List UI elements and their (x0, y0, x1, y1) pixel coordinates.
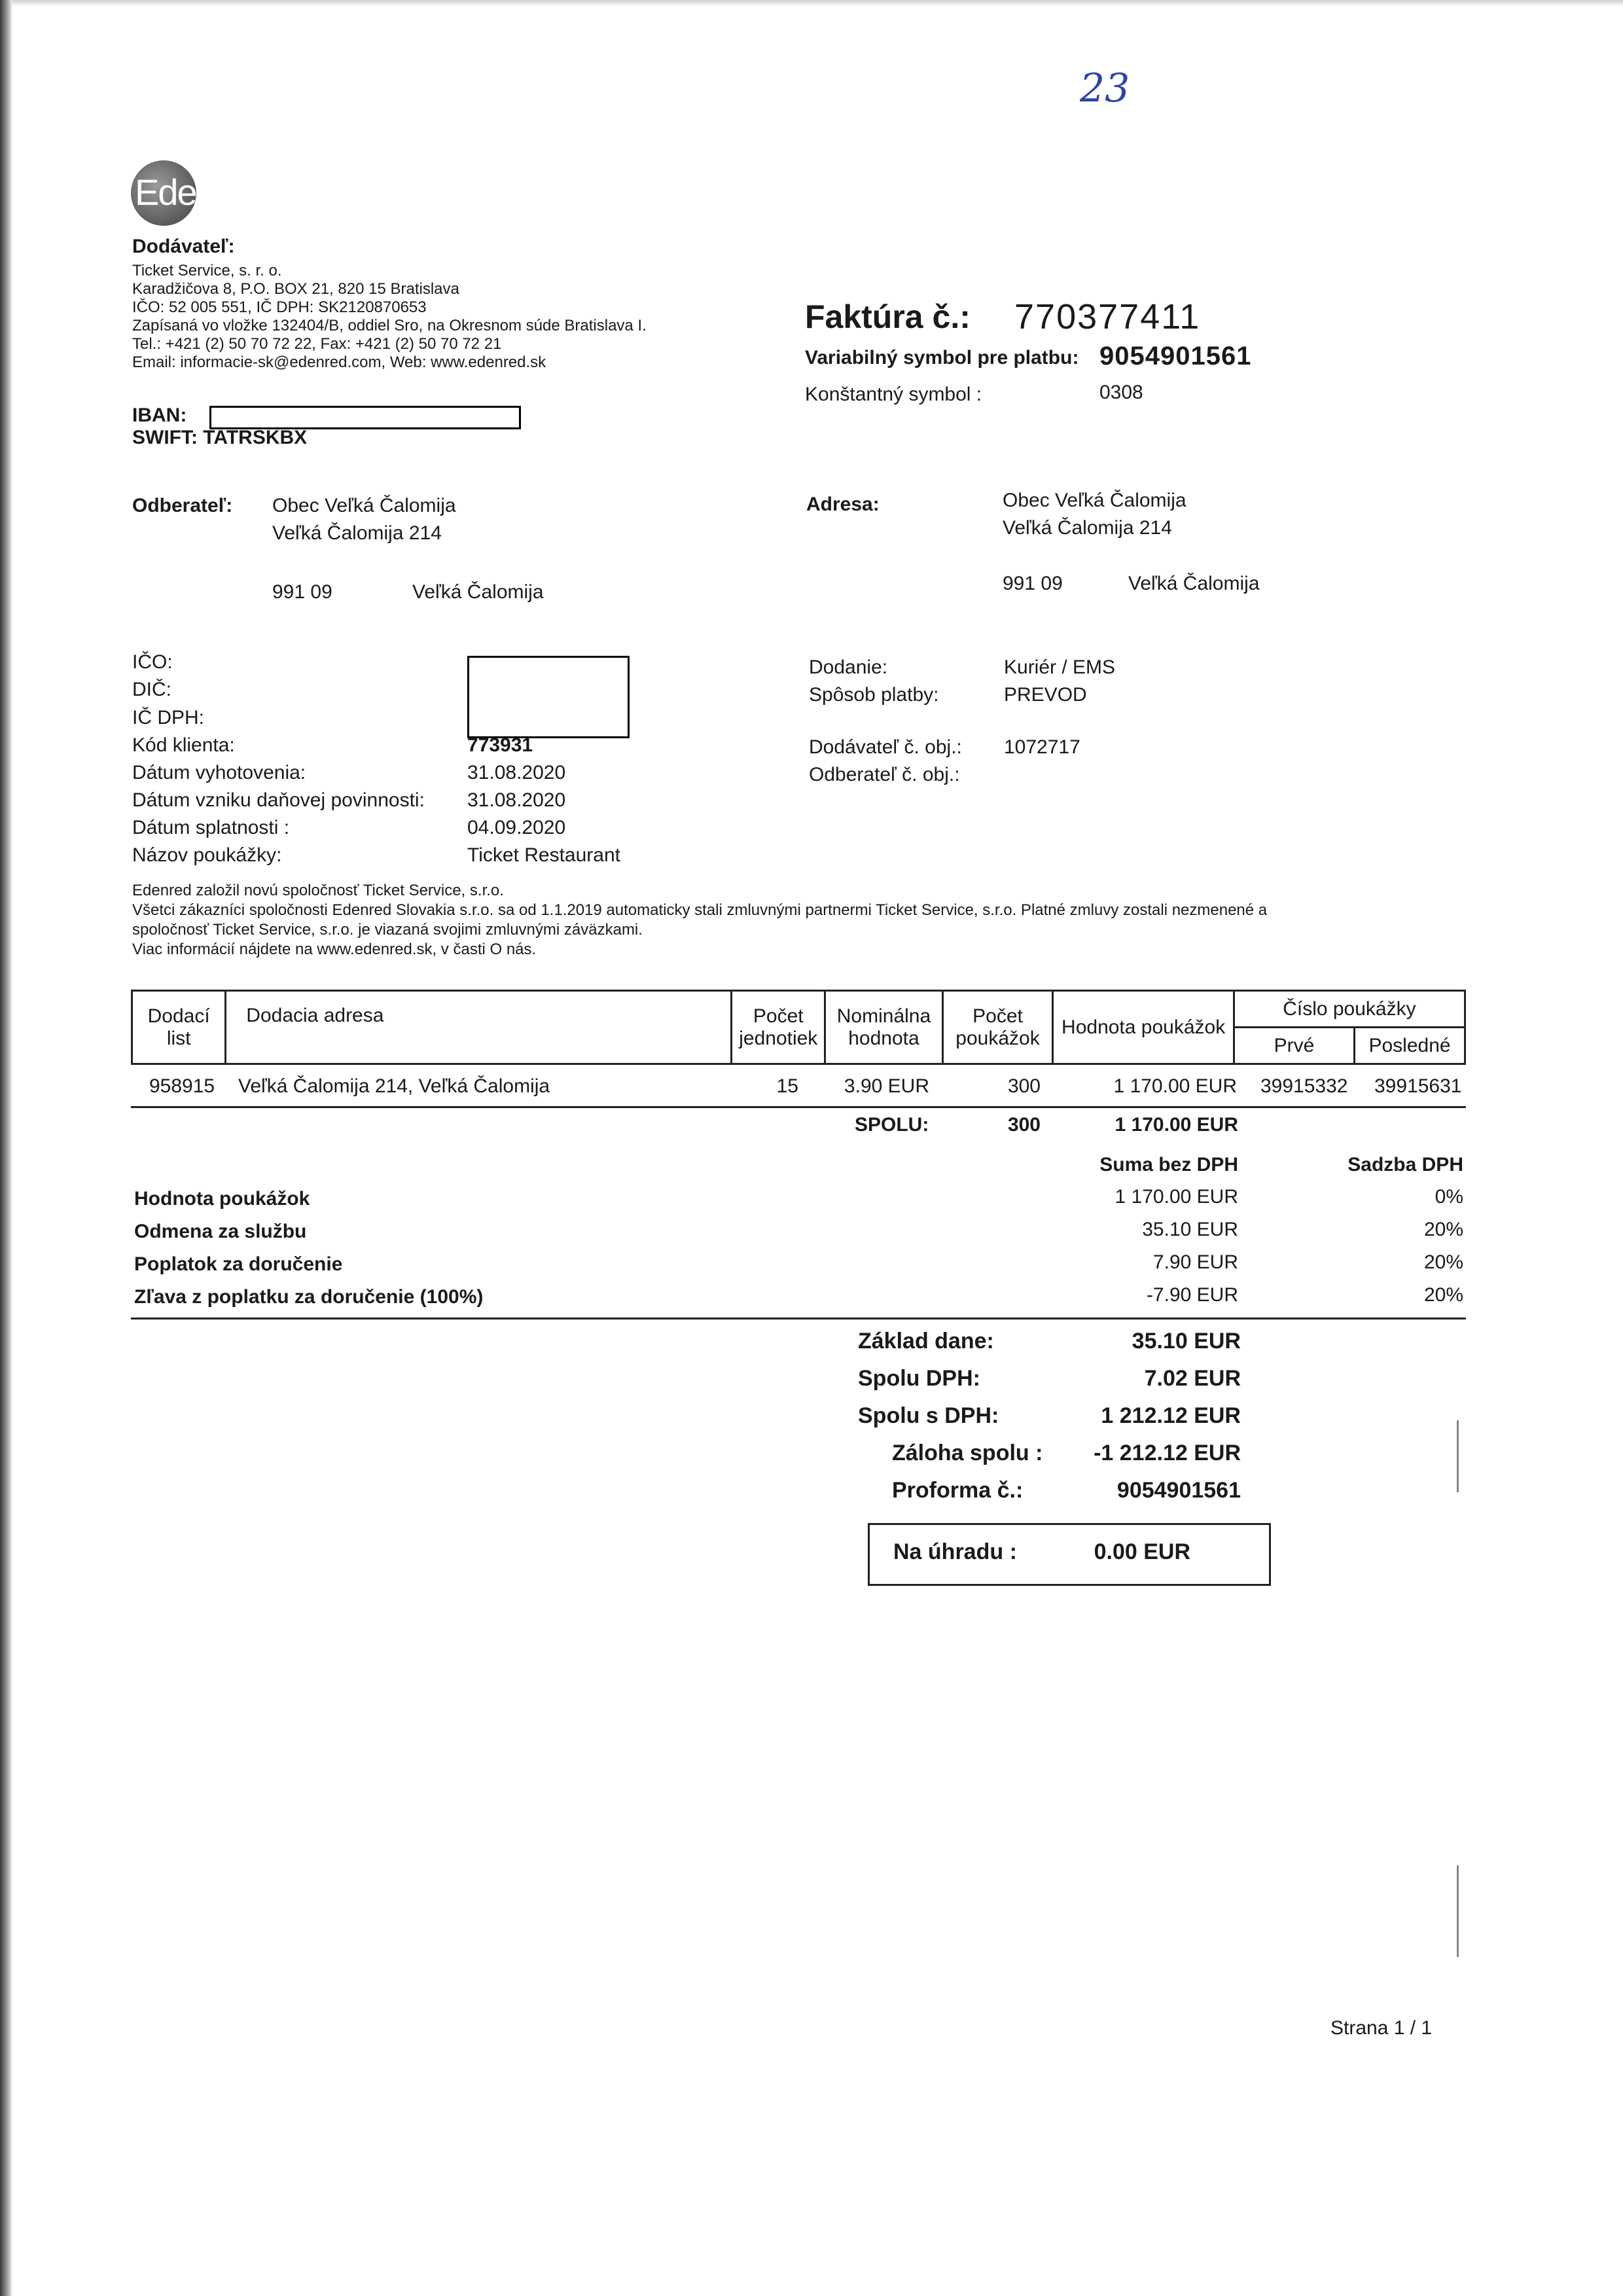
summary-rate: 20% (1423, 1284, 1463, 1306)
summary-amount: 1 170.00 EUR (1115, 1186, 1238, 1208)
header-first: Prvé (1234, 1028, 1354, 1064)
tax-base-label: Základ dane: (858, 1329, 994, 1354)
header-delivery-address: Dodacia adresa (226, 991, 732, 1064)
issue-date-label: Dátum vyhotovenia: (132, 762, 306, 783)
address-label: Adresa: (806, 493, 880, 515)
customer-order-label: Odberateľ č. obj.: (809, 764, 960, 785)
row-delivery-address: Veľká Čalomija 214, Veľká Čalomija (238, 1075, 550, 1097)
supplier-line: Ticket Service, s. r. o. (132, 262, 282, 279)
invoice-number: 770377411 (1014, 297, 1201, 336)
summary-amount: -7.90 EUR (1146, 1284, 1238, 1306)
notice-line: Viac informácií nájdete na www.edenred.sk, v časti O nás. (132, 941, 537, 958)
icdph-label: IČ DPH: (132, 707, 205, 728)
vat-total-value: 7.02 EUR (1144, 1366, 1241, 1391)
row-value: 1 170.00 EUR (1113, 1075, 1237, 1097)
amount-due-label: Na úhradu : (893, 1539, 1017, 1564)
scan-shadow-top (0, 0, 1623, 7)
items-table (131, 990, 1466, 1065)
iban-redaction (209, 406, 521, 429)
voucher-name: Ticket Restaurant (467, 844, 620, 866)
edenred-logo (131, 160, 264, 226)
row-vouchers: 300 (1007, 1075, 1041, 1097)
due-date-label: Dátum splatnosti : (132, 817, 290, 838)
summary-label: Zľava z poplatku za doručenie (100%) (134, 1286, 484, 1308)
row-last: 39915631 (1374, 1075, 1462, 1097)
tax-base-value: 35.10 EUR (1132, 1329, 1241, 1354)
summary-rate: 20% (1423, 1219, 1463, 1240)
supplier-order: 1072717 (1004, 736, 1080, 758)
header-value: Hodnota poukážok (1053, 991, 1234, 1064)
header-last: Posledné (1355, 1028, 1465, 1064)
supplier-order-label: Dodávateľ č. obj.: (809, 736, 962, 758)
supplier-line: Zapísaná vo vložke 132404/B, oddiel Sro, na Okresnom súde Bratislava I. (132, 317, 647, 334)
header-nominal: Nominálna hodnota (825, 991, 942, 1064)
header-vouchers: Počet poukážok (942, 991, 1053, 1064)
row-divider (131, 1106, 1466, 1108)
row-units: 15 (776, 1075, 798, 1097)
summary-rate: 20% (1423, 1251, 1463, 1273)
client-code-label: Kód klienta: (132, 734, 235, 756)
ico-label: IČO: (132, 651, 173, 673)
table-total-label: SPOLU: (855, 1114, 929, 1136)
table-total-vouchers: 300 (1007, 1114, 1041, 1136)
client-code: 773931 (467, 734, 533, 756)
proforma-value: 9054901561 (1116, 1478, 1241, 1503)
scan-shadow-left (0, 0, 12, 2296)
summary-rate: 0% (1435, 1186, 1463, 1208)
variable-symbol-label: Variabilný symbol pre platbu: (805, 347, 1079, 368)
address-city: Veľká Čalomija (1128, 573, 1260, 594)
notice-line: spoločnosť Ticket Service, s.r.o. je viazaná svojimi zmluvnými záväzkami. (132, 921, 643, 939)
supplier-line: Email: informacie-sk@edenred.com, Web: www.edenred.sk (132, 353, 546, 371)
due-date: 04.09.2020 (467, 817, 566, 838)
advance-label: Záloha spolu : (892, 1441, 1043, 1465)
swift-code: SWIFT: TATRSKBX (132, 427, 308, 448)
delivery-label: Dodanie: (809, 656, 888, 678)
summary-col-rate: Sadzba DPH (1347, 1154, 1463, 1175)
row-nominal: 3.90 EUR (844, 1075, 929, 1097)
address-name: Obec Veľká Čalomija (1003, 490, 1186, 511)
iban-label: IBAN: (132, 404, 187, 426)
table-total-value: 1 170.00 EUR (1115, 1114, 1238, 1136)
summary-label: Hodnota poukážok (134, 1188, 310, 1210)
issue-date: 31.08.2020 (467, 762, 566, 783)
delivery-value: Kuriér / EMS (1004, 656, 1116, 678)
amount-due-value: 0.00 EUR (1094, 1539, 1190, 1564)
notice-line: Edenred založil novú spoločnosť Ticket Service, s.r.o. (132, 882, 504, 899)
summary-divider (131, 1318, 1466, 1319)
summary-amount: 35.10 EUR (1142, 1219, 1238, 1240)
scan-mark (1454, 1865, 1459, 1957)
logo-wordmark: Edenred (135, 171, 264, 213)
row-delivery-note: 958915 (149, 1075, 215, 1097)
address-zip: 991 09 (1003, 573, 1063, 594)
handwritten-page-note: 23 (1080, 65, 1130, 111)
payment-value: PREVOD (1004, 684, 1087, 706)
variable-symbol-value: 9054901561 (1099, 342, 1252, 370)
row-first: 39915332 (1260, 1075, 1348, 1097)
supplier-line: Karadžičova 8, P.O. BOX 21, 820 15 Bratislava (132, 280, 459, 298)
page-number: Strana 1 / 1 (1330, 2017, 1433, 2039)
customer-street: Veľká Čalomija 214 (272, 522, 442, 544)
customer-zip: 991 09 (272, 581, 332, 603)
customer-label: Odberateľ: (132, 495, 233, 516)
header-voucher-number: Číslo poukážky (1234, 991, 1465, 1028)
advance-value: -1 212.12 EUR (1094, 1441, 1241, 1465)
supplier-line: IČO: 52 005 551, IČ DPH: SK2120870653 (132, 298, 427, 316)
total-with-vat-value: 1 212.12 EUR (1101, 1403, 1241, 1428)
customer-name: Obec Veľká Čalomija (272, 495, 456, 516)
tax-date-label: Dátum vzniku daňovej povinnosti: (132, 789, 425, 811)
constant-symbol-label: Konštantný symbol : (805, 384, 982, 405)
customer-city: Veľká Čalomija (412, 581, 544, 603)
payment-label: Spôsob platby: (809, 684, 939, 706)
dic-label: DIČ: (132, 679, 171, 700)
tax-date: 31.08.2020 (467, 789, 566, 811)
header-units: Počet jednotiek (732, 991, 825, 1064)
summary-label: Poplatok za doručenie (134, 1253, 343, 1275)
summary-amount: 7.90 EUR (1152, 1251, 1238, 1273)
address-street: Veľká Čalomija 214 (1003, 517, 1172, 539)
summary-col-base: Suma bez DPH (1099, 1154, 1238, 1175)
supplier-heading: Dodávateľ: (132, 236, 235, 257)
total-with-vat-label: Spolu s DPH: (858, 1403, 999, 1428)
amount-due-box (868, 1523, 1271, 1586)
constant-symbol-value: 0308 (1099, 382, 1143, 403)
vat-total-label: Spolu DPH: (858, 1366, 980, 1391)
header-delivery-note: Dodací list (132, 991, 226, 1064)
summary-label: Odmena za službu (134, 1221, 307, 1242)
invoice-title: Faktúra č.: (805, 298, 971, 335)
notice-line: Všetci zákazníci spoločnosti Edenred Slovakia s.r.o. sa od 1.1.2019 automaticky stali zmluvnými partnermi Ticket Service, s.r.o. Platné zmluvy zostali nezmenené a (132, 901, 1268, 919)
tax-id-redaction (467, 656, 630, 738)
scan-mark (1454, 1420, 1459, 1492)
supplier-line: Tel.: +421 (2) 50 70 72 22, Fax: +421 (2) 50 70 72 21 (132, 335, 502, 353)
voucher-name-label: Názov poukážky: (132, 844, 282, 866)
proforma-label: Proforma č.: (892, 1478, 1024, 1503)
